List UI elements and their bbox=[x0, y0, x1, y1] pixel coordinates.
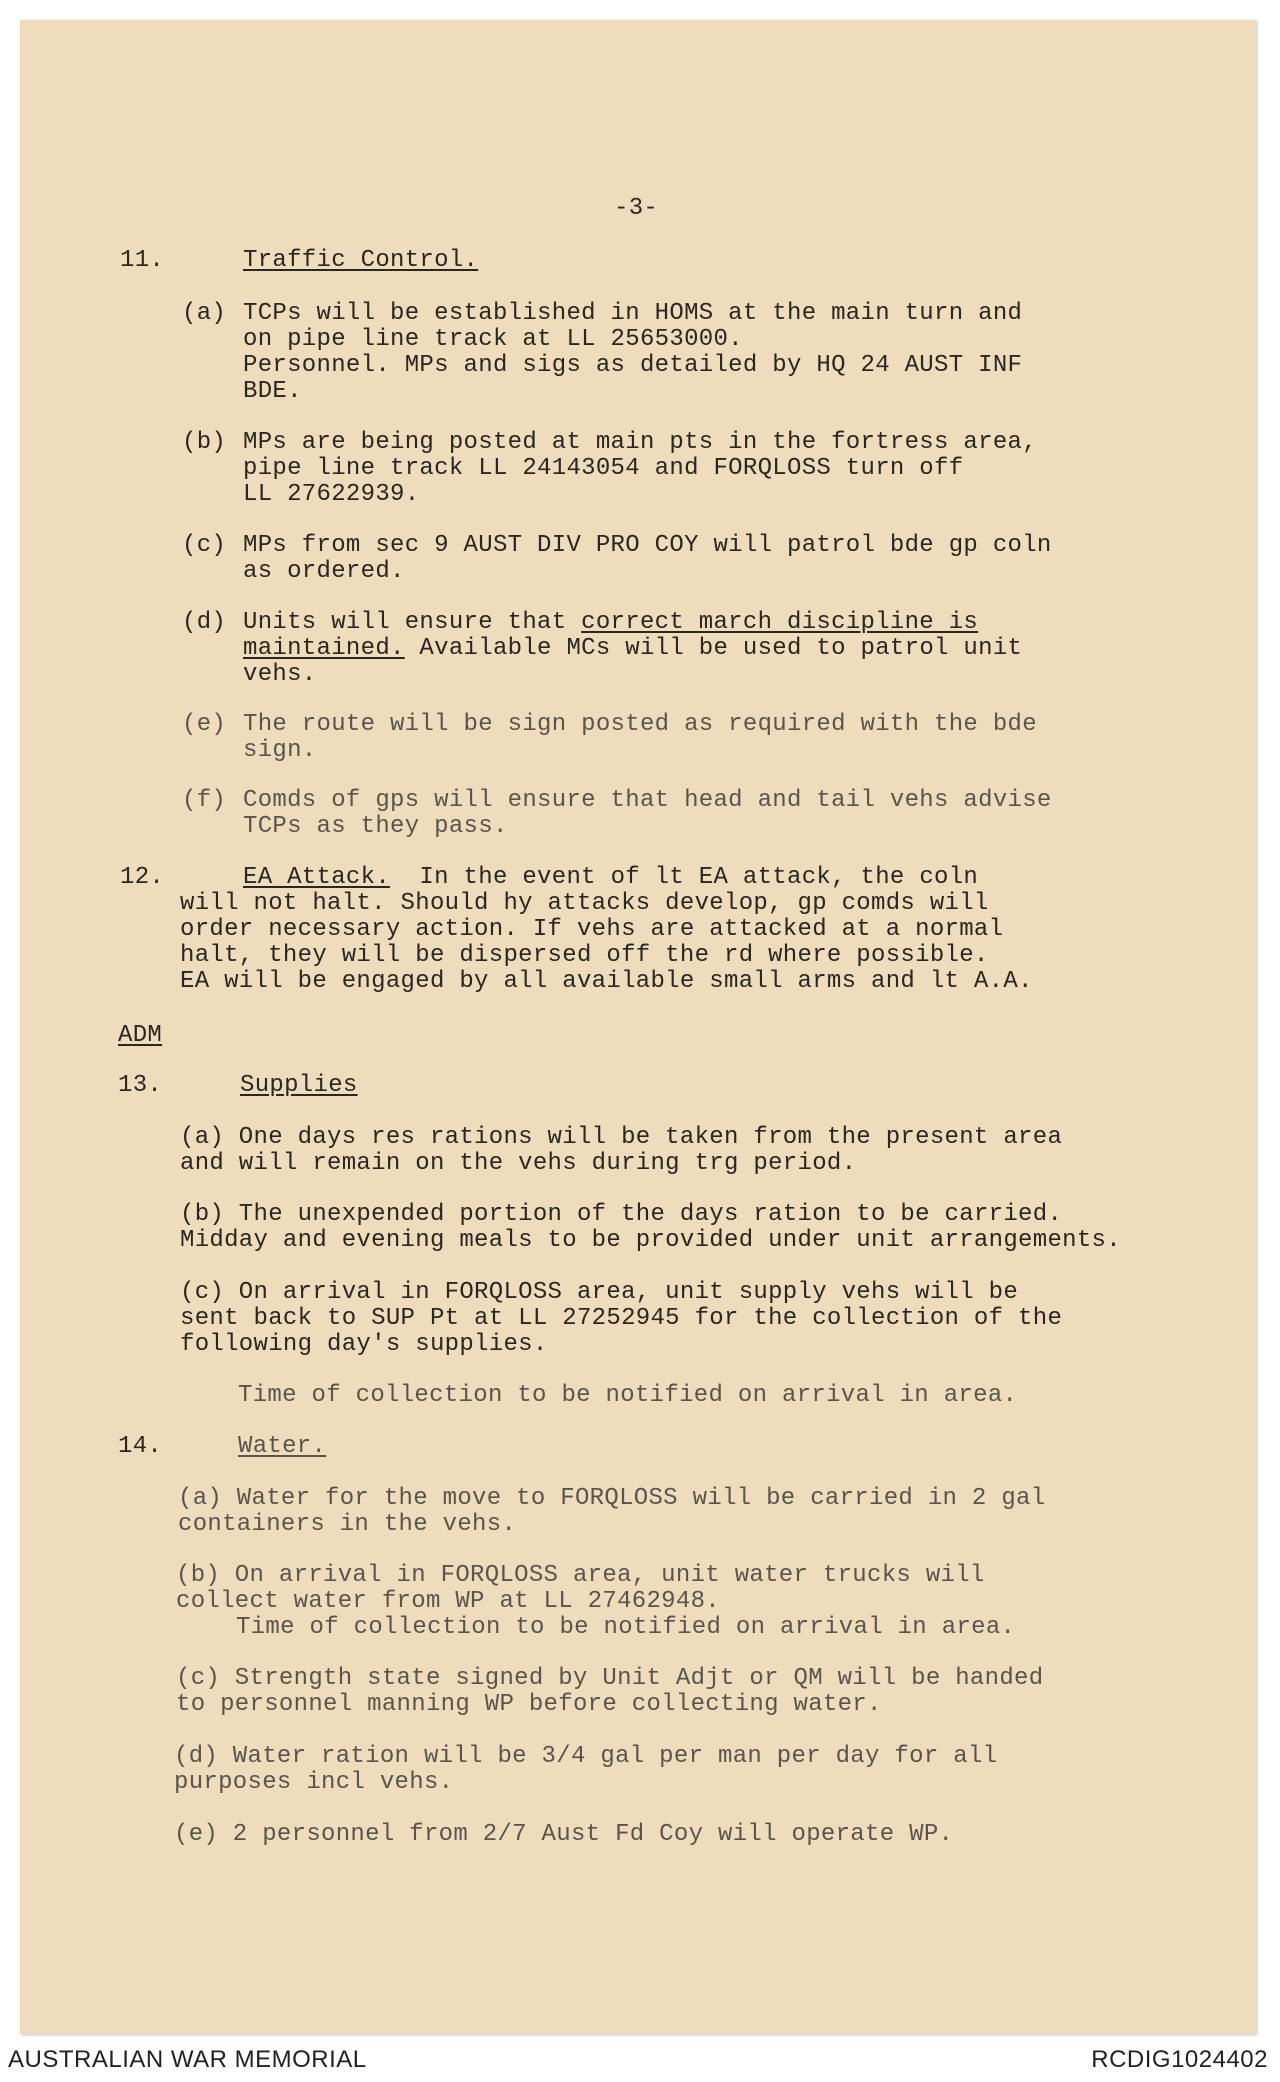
section-line: halt, they will be dispersed off the rd where possible. bbox=[180, 942, 989, 969]
section-line: order necessary action. If vehs are attacked at a normal bbox=[180, 916, 1004, 943]
section-title: Traffic Control. bbox=[243, 247, 479, 274]
item-label: (d) bbox=[182, 609, 227, 636]
item-line: BDE. bbox=[243, 378, 302, 405]
item-line: (d) Water ration will be 3/4 gal per man per day for all bbox=[174, 1743, 998, 1770]
underlined-text: maintained. bbox=[243, 635, 405, 662]
item-line: (a) One days res rations will be taken from the present area bbox=[180, 1124, 1063, 1151]
item-line: MPs from sec 9 AUST DIV PRO COY will patrol bde gp coln bbox=[243, 532, 1052, 559]
item-text: Available MCs will be used to patrol unit bbox=[404, 635, 1023, 662]
section-title: Water. bbox=[238, 1433, 327, 1460]
item-line: containers in the vehs. bbox=[178, 1511, 517, 1538]
item-line: sign. bbox=[243, 737, 317, 764]
item-label: (f) bbox=[182, 787, 227, 814]
item-line: sent back to SUP Pt at LL 27252945 for the collection of the bbox=[180, 1305, 1063, 1332]
item-line: to personnel manning WP before collecting water. bbox=[176, 1691, 882, 1718]
item-line: MPs are being posted at main pts in the fortress area, bbox=[243, 429, 1037, 456]
section-number: 12. bbox=[120, 864, 165, 891]
item-label: (e) bbox=[182, 711, 227, 738]
item-label: (c) bbox=[182, 532, 227, 559]
item-line: Comds of gps will ensure that head and tail vehs advise bbox=[243, 787, 1052, 814]
item-line: (e) 2 personnel from 2/7 Aust Fd Coy will operate WP. bbox=[174, 1821, 954, 1848]
item-line: pipe line track LL 24143054 and FORQLOSS turn off bbox=[243, 455, 964, 482]
item-line: (b) The unexpended portion of the days ration to be carried. bbox=[180, 1201, 1063, 1228]
page-number: -3- bbox=[614, 195, 659, 222]
item-line: vehs. bbox=[243, 661, 317, 688]
item-text: Units will ensure that bbox=[243, 609, 582, 636]
section-title: EA Attack. bbox=[243, 864, 391, 891]
item-line: Personnel. MPs and sigs as detailed by HQ 24 AUST INF bbox=[243, 352, 1023, 379]
item-line: (b) On arrival in FORQLOSS area, unit water trucks will bbox=[176, 1562, 985, 1589]
item-line: TCPs will be established in HOMS at the main turn and bbox=[243, 300, 1023, 327]
item-line: on pipe line track at LL 25653000. bbox=[243, 326, 743, 353]
section-line: will not halt. Should hy attacks develop, gp comds will bbox=[180, 890, 989, 917]
item-line: following day's supplies. bbox=[180, 1331, 548, 1358]
footer-source: AUSTRALIAN WAR MEMORIAL bbox=[8, 2046, 367, 2073]
item-line: TCPs as they pass. bbox=[243, 813, 508, 840]
adm-heading: ADM bbox=[118, 1022, 163, 1049]
item-line: Midday and evening meals to be provided under unit arrangements. bbox=[180, 1227, 1121, 1254]
item-label: (a) bbox=[182, 300, 227, 327]
item-note: Time of collection to be notified on arrival in area. bbox=[236, 1614, 1016, 1641]
footer-id: RCDIG1024402 bbox=[1091, 2046, 1268, 2073]
underlined-text: correct march discipline is bbox=[581, 609, 979, 636]
section-text: In the event of lt EA attack, the coln bbox=[390, 864, 979, 891]
item-note: Time of collection to be notified on arrival in area. bbox=[238, 1382, 1018, 1409]
item-line: The route will be sign posted as required with the bde bbox=[243, 711, 1037, 738]
section-line: EA will be engaged by all available small arms and lt A.A. bbox=[180, 968, 1033, 995]
item-line: as ordered. bbox=[243, 558, 405, 585]
section-line bbox=[243, 865, 978, 891]
item-line bbox=[243, 610, 978, 636]
section-number: 14. bbox=[118, 1433, 163, 1460]
item-line: (c) Strength state signed by Unit Adjt or QM will be handed bbox=[176, 1665, 1044, 1692]
item-label: (b) bbox=[182, 429, 227, 456]
item-line bbox=[243, 636, 1022, 662]
item-line: purposes incl vehs. bbox=[174, 1769, 454, 1796]
item-line: (c) On arrival in FORQLOSS area, unit supply vehs will be bbox=[180, 1279, 1019, 1306]
item-line: collect water from WP at LL 27462948. bbox=[176, 1588, 720, 1615]
item-line: (a) Water for the move to FORQLOSS will be carried in 2 gal bbox=[178, 1485, 1046, 1512]
section-number: 11. bbox=[120, 247, 165, 274]
item-line: and will remain on the vehs during trg period. bbox=[180, 1150, 857, 1177]
section-number: 13. bbox=[118, 1072, 163, 1099]
item-line: LL 27622939. bbox=[243, 481, 420, 508]
section-title: Supplies bbox=[240, 1072, 358, 1099]
